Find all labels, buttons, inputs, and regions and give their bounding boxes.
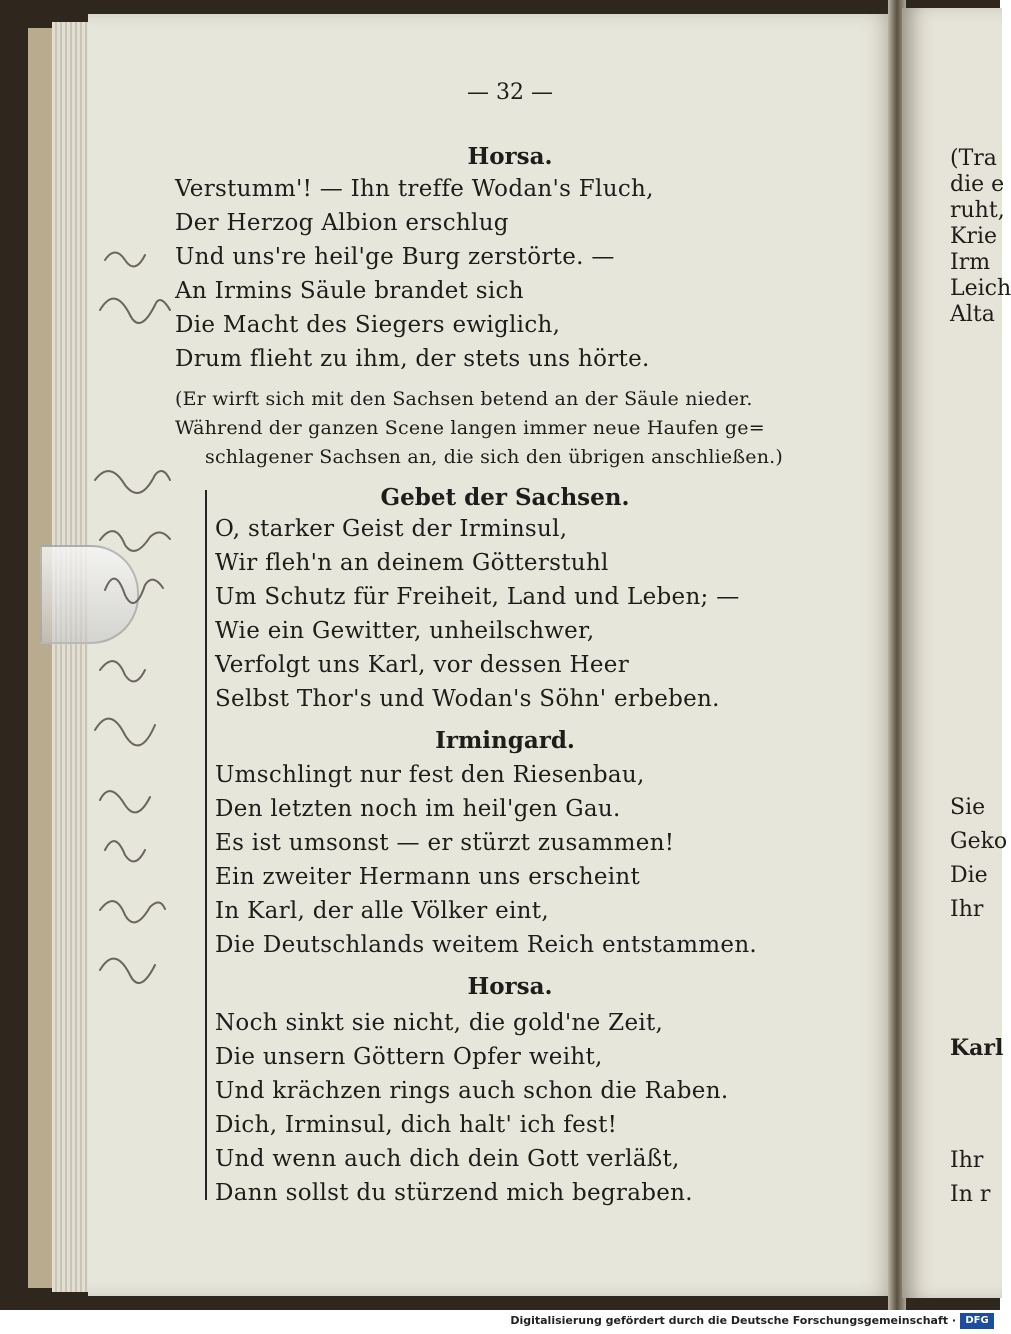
right-page-line: Geko <box>950 829 1008 854</box>
verse-line: Noch sinkt sie nicht, die gold'ne Zeit, <box>215 1010 664 1036</box>
right-page-line: Sie <box>950 795 986 820</box>
footer-bar <box>0 1310 1000 1334</box>
right-page-speaker: Karl <box>950 1035 1004 1061</box>
verse-line: Um Schutz für Freiheit, Land und Leben; — <box>215 584 740 610</box>
verse-line: Verfolgt uns Karl, vor dessen Heer <box>215 652 630 678</box>
verse-line: Wir fleh'n an deinem Götterstuhl <box>215 550 609 576</box>
chorus-brace <box>205 490 207 1200</box>
verse-line: Den letzten noch im heil'gen Gau. <box>215 796 621 822</box>
right-page-line: Ihr <box>950 1148 984 1173</box>
right-page-line: Irm <box>950 250 991 275</box>
digitization-credit: Digitalisierung gefördert durch die Deutsche Forschungsgemeinschaft · <box>510 1314 956 1327</box>
right-page-line: (Tra <box>950 146 997 171</box>
page-number: — 32 — <box>467 80 553 105</box>
speaker-heading: Horsa. <box>467 973 553 1000</box>
speaker-heading: Horsa. <box>467 143 553 170</box>
right-page-line: die e <box>950 172 1005 197</box>
right-page-line: Ihr <box>950 897 984 922</box>
verse-line: Und krächzen rings auch schon die Raben. <box>215 1078 729 1104</box>
verse-line: Und uns're heil'ge Burg zerstörte. — <box>175 244 615 270</box>
verse-line: Selbst Thor's und Wodan's Söhn' erbeben. <box>215 686 720 712</box>
verse-line: Die Macht des Siegers ewiglich, <box>175 312 561 338</box>
verse-line: Verstumm'! — Ihn treffe Wodan's Fluch, <box>175 176 654 202</box>
right-page-line: In r <box>950 1182 991 1207</box>
verse-line: Ein zweiter Hermann uns erscheint <box>215 864 641 890</box>
verse-line: Und wenn auch dich dein Gott verläßt, <box>215 1146 680 1172</box>
handwritten-annotations <box>85 230 180 1010</box>
verse-line: Drum flieht zu ihm, der stets uns hörte. <box>175 346 650 372</box>
stage-direction-line: (Er wirft sich mit den Sachsen betend an der Säule nieder. <box>175 388 753 410</box>
verse-line: In Karl, der alle Völker eint, <box>215 898 549 924</box>
verse-line: Dich, Irminsul, dich halt' ich fest! <box>215 1112 618 1138</box>
dfg-logo: DFG <box>960 1313 994 1329</box>
verse-line: Dann sollst du stürzend mich begraben. <box>215 1180 693 1206</box>
right-page-line: Die <box>950 863 988 888</box>
right-page-line: Leich <box>950 276 1011 301</box>
verse-line: Wie ein Gewitter, unheilschwer, <box>215 618 595 644</box>
speaker-heading: Gebet der Sachsen. <box>380 484 630 511</box>
verse-line: Die Deutschlands weitem Reich entstammen. <box>215 932 758 958</box>
verse-line: Umschlingt nur fest den Riesenbau, <box>215 762 645 788</box>
stage-direction-line: schlagener Sachsen an, die sich den übrigen anschließen.) <box>205 446 783 468</box>
stage-direction-line: Während der ganzen Scene langen immer neue Haufen ge= <box>175 417 765 439</box>
right-page-line: Alta <box>950 302 995 327</box>
right-page-line: Krie <box>950 224 998 249</box>
verse-line: O, starker Geist der Irminsul, <box>215 516 568 542</box>
verse-line: Die unsern Göttern Opfer weiht, <box>215 1044 603 1070</box>
right-page-line: ruht, <box>950 198 1005 223</box>
speaker-heading: Irmingard. <box>435 727 575 754</box>
verse-line: Der Herzog Albion erschlug <box>175 210 509 236</box>
verse-line: An Irmins Säule brandet sich <box>175 278 524 304</box>
verse-line: Es ist umsonst — er stürzt zusammen! <box>215 830 675 856</box>
